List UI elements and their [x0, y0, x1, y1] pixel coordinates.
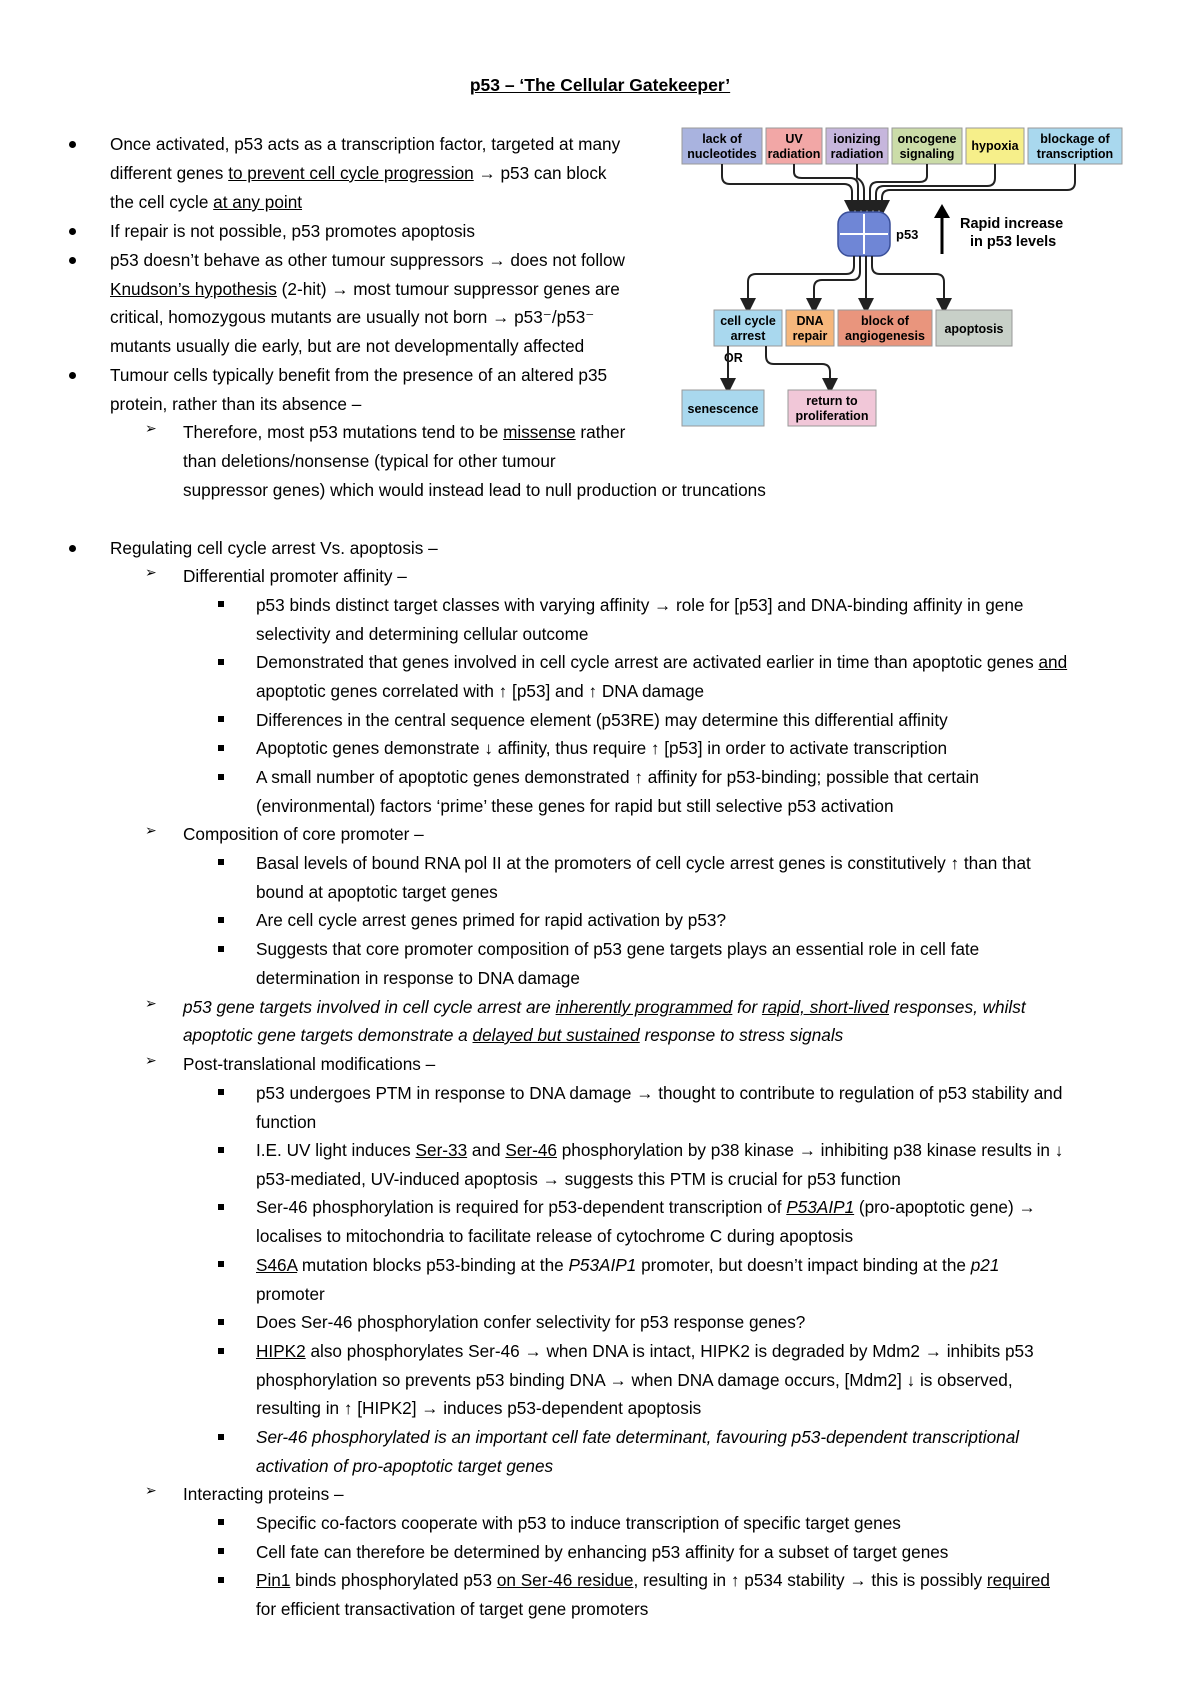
output-label: DNA [796, 314, 824, 328]
ptm2-line1 [256, 1136, 1063, 1165]
text: responses, whilst [889, 997, 1026, 1017]
intro-b1-line3 [110, 188, 302, 217]
ptm3-line2: localises to mitochondria to facilitate release of cytochrome C during apoptosis [256, 1226, 854, 1246]
intro-b3-line3: critical, homozygous mutants are usually not born → p53⁻/p53⁻ [110, 307, 595, 327]
square-bullet [218, 1261, 224, 1267]
square-bullet [218, 659, 224, 665]
ip-heading: Interacting proteins – [183, 1484, 344, 1504]
input-arrows [722, 164, 1075, 208]
text: apoptotic gene targets demonstrate a [183, 1025, 473, 1045]
italic-text: P53AIP1 [568, 1255, 637, 1275]
dpa1-line2: selectivity and determining cellular outcome [256, 624, 589, 644]
intro-b3-line4: mutants usually die early, but are not developmentally affected [110, 336, 585, 356]
square-bullet [218, 1348, 224, 1354]
ccp1-line1: Basal levels of bound RNA pol II at the promoters of cell cycle arrest genes is constitutively ↑ than that [256, 853, 1031, 873]
square-bullet [218, 774, 224, 780]
dpa5-line1: A small number of apoptotic genes demonstrated ↑ affinity for p53-binding; possible that certain [256, 767, 979, 787]
arrow-bullet-icon: ➢ [145, 564, 157, 580]
dpa3: Differences in the central sequence element (p53RE) may determine this differential affinity [256, 710, 948, 730]
text: Therefore, most p53 mutations tend to be [183, 422, 504, 442]
underlined-text: HIPK2 [256, 1341, 306, 1361]
ip3-line2: for efficient transactivation of target gene promoters [256, 1599, 649, 1619]
square-bullet [218, 1434, 224, 1440]
output-label: block of [861, 314, 909, 328]
input-label: UV [785, 132, 803, 146]
dpa5-line2: (environmental) factors ‘prime’ these genes for rapid but still selective p53 activation [256, 796, 894, 816]
ip1: Specific co-factors cooperate with p53 to induce transcription of specific target genes [256, 1513, 901, 1533]
underlined-text: Pin1 [256, 1570, 291, 1590]
dpa-heading: Differential promoter affinity – [183, 566, 407, 586]
output-label: repair [792, 329, 828, 343]
italic-summary-line1 [183, 993, 1026, 1022]
arrow-bullet-icon: ➢ [145, 1482, 157, 1498]
arrow-bullet-icon: ➢ [145, 995, 157, 1011]
ptm1-line2: function [256, 1112, 317, 1132]
underlined-text: Ser-33 [415, 1140, 468, 1160]
ptm7-line2 [256, 1452, 553, 1481]
arrow-bullet-icon: ➢ [145, 822, 157, 838]
input-label: radiation [767, 147, 821, 161]
square-bullet [218, 1319, 224, 1325]
input-label: signaling [899, 147, 955, 161]
intro-b4-line1: Tumour cells typically benefit from the presence of an altered p35 [110, 365, 608, 385]
intro-b1-line1: Once activated, p53 acts as a transcription factor, targeted at many [110, 134, 621, 154]
ptm4-line1 [256, 1251, 999, 1280]
dpa4: Apoptotic genes demonstrate ↓ affinity, thus require ↑ [p53] in order to activate transcription [256, 738, 948, 758]
input-label: hypoxia [971, 139, 1019, 153]
underlined-text: Knudson’s hypothesis [110, 279, 277, 299]
text: , resulting in ↑ p534 stability → this is possibly [633, 1570, 987, 1590]
arrow-bullet-icon: ➢ [145, 1052, 157, 1068]
intro-b2: If repair is not possible, p53 promotes apoptosis [110, 221, 475, 241]
square-bullet [218, 946, 224, 952]
square-bullet [218, 917, 224, 923]
underlined-text: inherently programmed [555, 997, 733, 1017]
input-label: ionizing [833, 132, 881, 146]
intro-b1-line2 [110, 159, 607, 188]
intro-b4-line2: protein, rather than its absence – [110, 394, 362, 414]
square-bullet [218, 1089, 224, 1095]
text: I.E. UV light induces [256, 1140, 416, 1160]
or-label: OR [724, 351, 743, 365]
underlined-text: P53AIP1 [786, 1197, 855, 1217]
intro-sub-line1 [183, 418, 625, 447]
p53-pathway-svg [680, 118, 1160, 468]
underlined-text: and [1038, 652, 1068, 672]
ptm3-line1 [256, 1193, 1036, 1222]
text: the cell cycle [110, 192, 214, 212]
square-bullet [218, 601, 224, 607]
bullet [69, 257, 76, 264]
ip2: Cell fate can therefore be determined by enhancing p53 affinity for a subset of target genes [256, 1542, 949, 1562]
ptm-heading: Post-translational modifications – [183, 1054, 436, 1074]
intro-b3-line2 [110, 275, 620, 304]
bullet [69, 545, 76, 552]
output-arrows [748, 256, 944, 306]
ccp3-line2: determination in response to DNA damage [256, 968, 580, 988]
ptm1-line1: p53 undergoes PTM in response to DNA damage → thought to contribute to regulation of p53 stability and [256, 1083, 1063, 1103]
text: Demonstrated that genes involved in cell cycle arrest are activated earlier in time than apoptotic genes [256, 652, 1039, 672]
ptm6-line3: resulting in ↑ [HIPK2] → induces p53-dependent apoptosis [256, 1398, 702, 1418]
ptm2-line2: p53-mediated, UV-induced apoptosis → suggests this PTM is crucial for p53 function [256, 1169, 901, 1189]
text: phosphorylation by p38 kinase → inhibiting p38 kinase results in ↓ [556, 1140, 1064, 1160]
square-bullet [218, 859, 224, 865]
square-bullet [218, 716, 224, 722]
input-label: radiation [830, 147, 884, 161]
output-label: angiogenesis [845, 329, 925, 343]
ip3-line1 [256, 1566, 1050, 1595]
text: promoter, but doesn’t impact binding at the [636, 1255, 971, 1275]
page-title: p53 – ‘The Cellular Gatekeeper’ [469, 75, 731, 95]
text: rather [575, 422, 626, 442]
underlined-text: required [986, 1570, 1050, 1590]
ccp2: Are cell cycle arrest genes primed for rapid activation by p53? [256, 910, 727, 930]
square-bullet [218, 1519, 224, 1525]
intro-sub-line2: than deletions/nonsense (typical for other tumour [183, 451, 556, 471]
fate-label: return to [806, 394, 858, 408]
underlined-text: at any point [213, 192, 303, 212]
dpa2-line2: apoptotic genes correlated with ↑ [p53] and ↑ DNA damage [256, 681, 705, 701]
input-label: blockage of [1040, 132, 1110, 146]
text: mutation blocks p53-binding at the [297, 1255, 569, 1275]
underlined-text: Ser-46 [505, 1140, 557, 1160]
arrow-bullet-icon: ➢ [145, 420, 157, 436]
underlined-text: missense [503, 422, 576, 442]
input-label: nucleotides [687, 147, 757, 161]
p53-label: p53 [896, 227, 919, 242]
intro-b3-line1: p53 doesn’t behave as other tumour suppressors → does not follow [110, 250, 625, 270]
up-arrowhead-icon [934, 204, 950, 218]
text: binds phosphorylated p53 [290, 1570, 497, 1590]
underlined-text: delayed but sustained [472, 1025, 640, 1045]
ptm5: Does Ser-46 phosphorylation confer selectivity for p53 response genes? [256, 1312, 806, 1332]
underlined-text: S46A [256, 1255, 298, 1275]
ptm6-line1 [256, 1337, 1034, 1366]
rapid-increase-label: in p53 levels [970, 234, 1057, 250]
output-label: apoptosis [944, 322, 1004, 336]
italic-text: activation of pro-apoptotic target genes [256, 1456, 554, 1476]
ccp3-line1: Suggests that core promoter composition of p53 gene targets plays an essential role in cell fate [256, 939, 980, 959]
fate-label: senescence [687, 402, 759, 416]
text: different genes [110, 163, 229, 183]
dpa1-line1: p53 binds distinct target classes with varying affinity → role for [p53] and DNA-binding affinity in gene [256, 595, 1024, 615]
p53-pathway-diagram [680, 118, 1160, 468]
text: p53 gene targets involved in cell cycle arrest are [183, 997, 556, 1017]
square-bullet [218, 1204, 224, 1210]
output-label: arrest [730, 329, 766, 343]
input-label: oncogene [897, 132, 957, 146]
output-label: cell cycle [720, 314, 776, 328]
square-bullet [218, 1147, 224, 1153]
bullet [69, 228, 76, 235]
underlined-text: on Ser-46 residue [496, 1570, 634, 1590]
ccp-heading: Composition of core promoter – [183, 824, 424, 844]
text: (2-hit) → most tumour suppressor genes are [276, 279, 620, 299]
ptm6-line2: phosphorylation so prevents p53 binding DNA → when DNA damage occurs, [Mdm2] ↓ is observed, [256, 1370, 1013, 1390]
text: Ser-46 phosphorylation is required for p53-dependent transcription of [256, 1197, 787, 1217]
ptm4-line2: promoter [256, 1284, 325, 1304]
text: also phosphorylates Ser-46 → when DNA is intact, HIPK2 is degraded by Mdm2 → inhibits p53 [305, 1341, 1034, 1361]
fate-label: proliferation [795, 409, 869, 423]
reg-heading: Regulating cell cycle arrest Vs. apoptosis – [110, 538, 438, 558]
fate-arrows [728, 346, 830, 386]
underlined-text: rapid, short-lived [761, 997, 890, 1017]
italic-summary-line2 [183, 1021, 843, 1050]
ptm7-line1 [256, 1423, 1019, 1452]
square-bullet [218, 745, 224, 751]
dpa2-line1 [256, 648, 1067, 677]
italic-text: Ser-46 phosphorylated is an important cell fate determinant, favouring p53-dependent transcriptional [256, 1427, 1020, 1447]
input-label: lack of [702, 132, 742, 146]
ccp1-line2: bound at apoptotic target genes [256, 882, 498, 902]
text: and [467, 1140, 506, 1160]
bullet [69, 372, 76, 379]
underlined-text: to prevent cell cycle progression [228, 163, 474, 183]
text: (pro-apoptotic gene) → [854, 1197, 1036, 1217]
rapid-increase-label: Rapid increase [960, 216, 1064, 232]
text: → p53 can block [473, 163, 607, 183]
bullet [69, 141, 76, 148]
italic-text: p21 [970, 1255, 1000, 1275]
square-bullet [218, 1577, 224, 1583]
text: for [732, 997, 762, 1017]
text: response to stress signals [639, 1025, 844, 1045]
intro-sub-line3: suppressor genes) which would instead lead to null production or truncations [183, 480, 766, 500]
input-label: transcription [1036, 147, 1114, 161]
square-bullet [218, 1548, 224, 1554]
